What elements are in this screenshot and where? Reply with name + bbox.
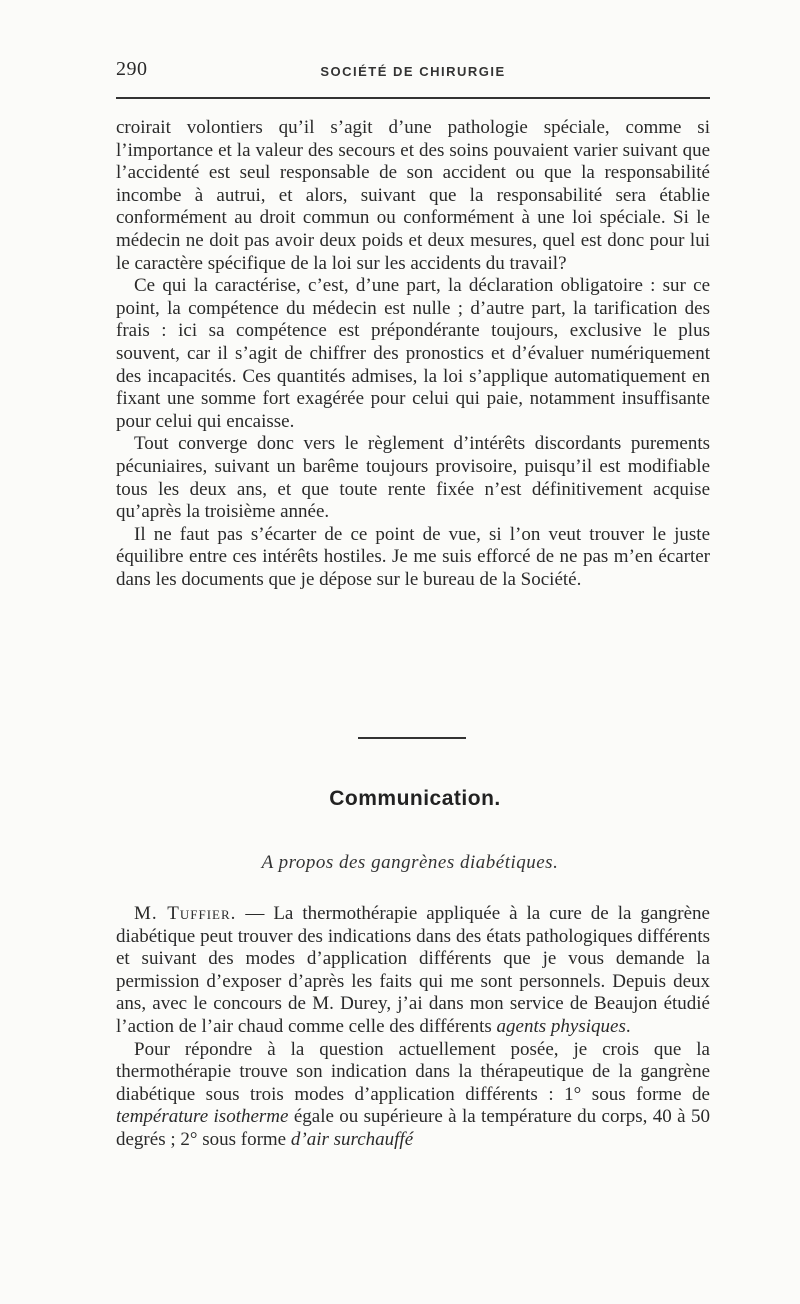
paragraph: Tout converge donc vers le règlement d’intérêts discordants purements pécuniaires, suivant un barême toujours provisoire, puisqu’il est modifiable tous les deux ans, et que toute rente fixée n’est définitivement acquise qu’après la troisième année. bbox=[116, 433, 710, 523]
header-rule bbox=[116, 97, 710, 99]
body-text-communication bbox=[116, 903, 710, 1152]
italic-phrase: agents physiques bbox=[496, 1015, 626, 1037]
paragraph: Il ne faut pas s’écarter de ce point de vue, si l’on veut trouver le juste équilibre entre ces intérêts hostiles. Je me suis efforcé de ne pas m’en écarter dans les documents que je dépose sur le bureau de la Société. bbox=[116, 523, 710, 590]
paragraph: Ce qui la caractérise, c’est, d’une part, la déclaration obligatoire : sur ce point, la compétence du médecin est nulle ; d’autre part, la tarification des frais : ici sa compétence est prépondérante toujours, exclusive le plus souvent, car il s’agit de chiffrer des pronostics et d’évaluer numériquement des incapacités. Ces quantités admises, la loi s’applique automatiquement en fixant une somme fort exagérée pour celui qui paie, notamment insuffisante pour celui qui encaisse. bbox=[116, 275, 710, 432]
section-divider bbox=[358, 737, 466, 739]
paragraph-text: égale ou supérieure à la température du corps, 40 à 50 degrés ; 2° sous forme bbox=[116, 1106, 710, 1150]
paragraph-text: . bbox=[625, 1015, 631, 1037]
article-title: A propos des gangrènes diabétiques. bbox=[261, 852, 559, 873]
speaker-name: M. Tuffier. bbox=[134, 903, 237, 924]
italic-phrase: température isotherme bbox=[116, 1106, 289, 1128]
page-header bbox=[116, 58, 710, 86]
paragraph bbox=[116, 903, 710, 1039]
page-number: 290 bbox=[116, 58, 148, 80]
paragraph: croirait volontiers qu’il s’agit d’une pathologie spéciale, comme si l’importance et la valeur des secours et des soins pouvaient varier suivant que l’accidenté est seul responsable de son accident ou que la responsabilité incombe à autrui, et alors, suivant que la responsabilité sera établie conformément au droit commun ou conformément à une loi spéciale. Si le médecin ne doit pas avoir deux poids et deux mesures, quel est donc pour lui le caractère spécifique de la loi sur les accidents du travail? bbox=[116, 117, 710, 274]
italic-phrase: d’air surchauffé bbox=[290, 1128, 414, 1150]
running-head: SOCIÉTÉ DE CHIRURGIE bbox=[320, 64, 506, 79]
section-heading: Communication. bbox=[329, 787, 501, 810]
paragraph-text: Pour répondre à la question actuellement posée, je crois que la thermothérapie trouve son indication dans la thérapeutique de la gangrène diabétique sous trois modes d’application différents : 1° sous forme de bbox=[116, 1038, 710, 1105]
body-text-top bbox=[116, 117, 710, 591]
paragraph bbox=[116, 1039, 710, 1152]
paragraph-text: — La thermothérapie appliquée à la cure de la gangrène diabétique peut trouver des indications dans des états pathologiques différents et suivant des modes d’application différents que je vous demande la permission d’exposer d’après les faits qui me sont personnels. Depuis deux ans, avec le concours de M. Durey, j’ai dans mon service de Beaujon étudié l’action de l’air chaud comme celle des différents bbox=[116, 903, 710, 1037]
